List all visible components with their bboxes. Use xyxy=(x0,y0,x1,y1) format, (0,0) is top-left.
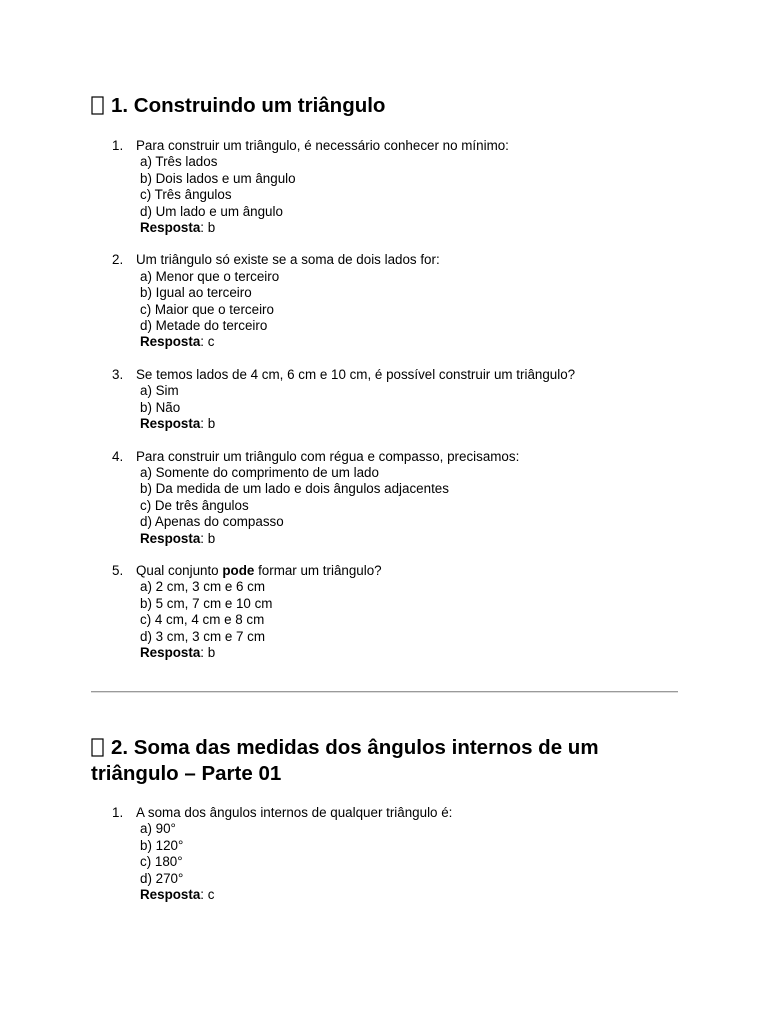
section-title: 1. Construindo um triângulo xyxy=(111,94,386,117)
option-c: c) De três ângulos xyxy=(140,497,249,513)
option-c: c) 4 cm, 4 cm e 8 cm xyxy=(140,612,265,628)
option-b: b) Igual ao terceiro xyxy=(140,285,252,301)
question-number: 4. xyxy=(112,448,124,464)
answer-value: : c xyxy=(200,334,215,350)
option-a: a) Somente do comprimento de um lado xyxy=(140,464,379,480)
option-b: b) 5 cm, 7 cm e 10 cm xyxy=(140,595,273,611)
option-d: d) Um lado e um ângulo xyxy=(140,203,283,219)
question-text: A soma dos ângulos internos de qualquer triângulo é: xyxy=(136,805,453,820)
option-b: b) Não xyxy=(140,399,181,415)
question-text xyxy=(136,563,677,579)
answer-label: Resposta xyxy=(140,644,201,660)
answer-value: : b xyxy=(200,530,216,546)
question-text: Um triângulo só existe se a soma de dois lados for: xyxy=(136,252,440,268)
options-list xyxy=(136,465,677,547)
section-construindo-triangulo xyxy=(91,93,677,661)
horizontal-divider xyxy=(91,691,678,693)
question-item xyxy=(91,449,677,547)
options-list xyxy=(136,821,677,903)
answer-line xyxy=(140,531,677,547)
section-title: 2. Soma das medidas dos ângulos internos de um triângulo – Parte 01 xyxy=(91,736,599,785)
question-list xyxy=(91,138,677,661)
question-number: 3. xyxy=(112,366,124,382)
question-item xyxy=(91,138,677,236)
answer-label: Resposta xyxy=(140,334,201,350)
question-number: 1. xyxy=(112,805,124,820)
option-d: d) 270° xyxy=(140,870,184,886)
options-list xyxy=(136,579,677,661)
question-number: 5. xyxy=(112,562,124,578)
option-a: a) 2 cm, 3 cm e 6 cm xyxy=(140,579,266,595)
answer-label: Resposta xyxy=(140,416,201,432)
box-glyph-icon xyxy=(91,738,104,757)
answer-value: : b xyxy=(200,644,216,660)
question-list xyxy=(91,805,677,903)
option-c: c) Maior que o terceiro xyxy=(140,301,274,317)
question-number: 1. xyxy=(112,138,124,153)
box-glyph-icon xyxy=(91,96,104,115)
question-text-end: formar um triângulo? xyxy=(254,562,382,578)
option-d: d) 3 cm, 3 cm e 7 cm xyxy=(140,628,266,644)
option-d: d) Apenas do compasso xyxy=(140,514,284,530)
answer-line xyxy=(140,887,677,903)
option-a: a) Menor que o terceiro xyxy=(140,268,280,284)
question-item xyxy=(91,805,677,903)
question-item xyxy=(91,563,677,661)
answer-line xyxy=(140,416,677,432)
option-c: c) 180° xyxy=(140,854,183,870)
answer-value: : c xyxy=(200,887,215,903)
section-heading xyxy=(91,735,677,787)
answer-value: : b xyxy=(200,416,216,432)
question-item xyxy=(91,367,677,433)
option-b: b) Da medida de um lado e dois ângulos adjacentes xyxy=(140,481,449,497)
options-list xyxy=(136,383,677,432)
options-list xyxy=(136,154,677,236)
question-number: 2. xyxy=(112,252,124,268)
question-text-start: Qual conjunto xyxy=(136,562,223,578)
section-soma-angulos xyxy=(91,735,677,903)
answer-line xyxy=(140,645,677,661)
option-a: a) Sim xyxy=(140,383,179,399)
answer-label: Resposta xyxy=(140,220,201,236)
option-a: a) 90° xyxy=(140,821,176,837)
option-b: b) 120° xyxy=(140,837,184,853)
section-heading xyxy=(91,93,677,119)
options-list xyxy=(136,269,677,351)
answer-label: Resposta xyxy=(140,887,201,903)
option-c: c) Três ângulos xyxy=(140,187,232,203)
option-a: a) Três lados xyxy=(140,154,218,170)
option-d: d) Metade do terceiro xyxy=(140,318,268,334)
answer-line xyxy=(140,334,677,350)
question-text: Se temos lados de 4 cm, 6 cm e 10 cm, é possível construir um triângulo? xyxy=(136,366,576,382)
answer-value: : b xyxy=(200,220,216,236)
question-item xyxy=(91,252,677,350)
answer-label: Resposta xyxy=(140,530,201,546)
question-text: Para construir um triângulo, é necessário conhecer no mínimo: xyxy=(136,138,509,153)
question-text: Para construir um triângulo com régua e compasso, precisamos: xyxy=(136,448,520,464)
option-b: b) Dois lados e um ângulo xyxy=(140,170,296,186)
question-text-emphasis: pode xyxy=(222,562,255,578)
answer-line xyxy=(140,220,677,236)
